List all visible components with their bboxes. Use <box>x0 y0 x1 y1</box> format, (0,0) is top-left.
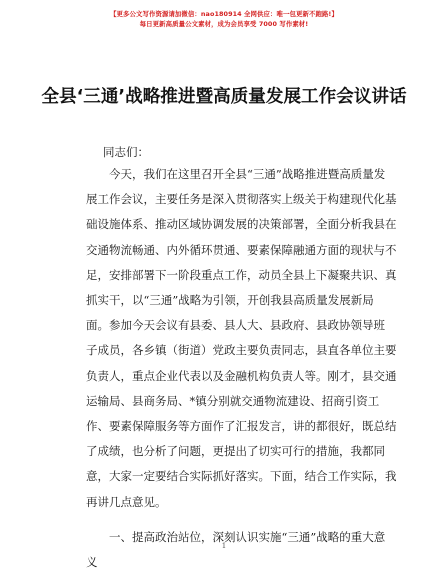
page-number: 1 <box>221 542 227 550</box>
body-line: 作、要素保障服务等方面作了汇报发言，讲的都很好，既总结 <box>86 419 397 433</box>
promo-banner-line-1: 【更多公文写作资源请加微信：nao180914 全网供应：唯一包更新不跑路!】 <box>110 10 338 18</box>
body-line: 础设施体系、推动区域协调发展的决策部署，全面分析我县在 <box>86 217 397 232</box>
section-heading-continued: 义 <box>86 555 98 569</box>
body-line: 子成员，各乡镇（街道）党政主要负责同志，县直各单位主要 <box>86 343 397 358</box>
body-line: 面。参加今天会议有县委、县人大、县政府、县政协领导班 <box>86 318 385 333</box>
section-heading: 一、提高政治站位，深刻认识实施“三通”战略的重大意 <box>109 529 386 544</box>
body-line: 了成绩，也分析了问题，更提出了切实可行的措施，我都同 <box>86 444 385 459</box>
promo-banner-line-2: 每日更新高质量公文素材，成为会员享受 7000 写作素材! <box>139 20 309 28</box>
body-line: 再讲几点意见。 <box>86 494 167 509</box>
salutation: 同志们： <box>103 145 149 159</box>
body-line: 抓实干，以“三通”战略为引领，开创我县高质量发展新局 <box>86 293 374 307</box>
body-line: 展工作会议，主要任务是深入贯彻落实上级关于构建现代化基 <box>86 192 397 207</box>
body-line: 今天，我们在这里召开全县“三通”战略推进暨高质量发 <box>109 167 386 181</box>
body-line: 意，大家一定要结合实际抓好落实。下面，结合工作实际，我 <box>86 469 397 484</box>
document-title: 全县‘三通’战略推进暨高质量发展工作会议讲话 <box>41 87 407 107</box>
body-line: 运输局、县商务局、*镇分别就交通物流建设、招商引资工 <box>86 393 380 408</box>
body-line: 交通物流畅通、内外循环贯通、要素保障融通方面的现状与不 <box>86 242 397 257</box>
body-line: 负责人，重点企业代表以及金融机构负责人等。刚才，县交通 <box>86 368 397 383</box>
body-line: 足，安排部署下一阶段重点工作，动员全县上下凝聚共识、真 <box>86 267 397 282</box>
